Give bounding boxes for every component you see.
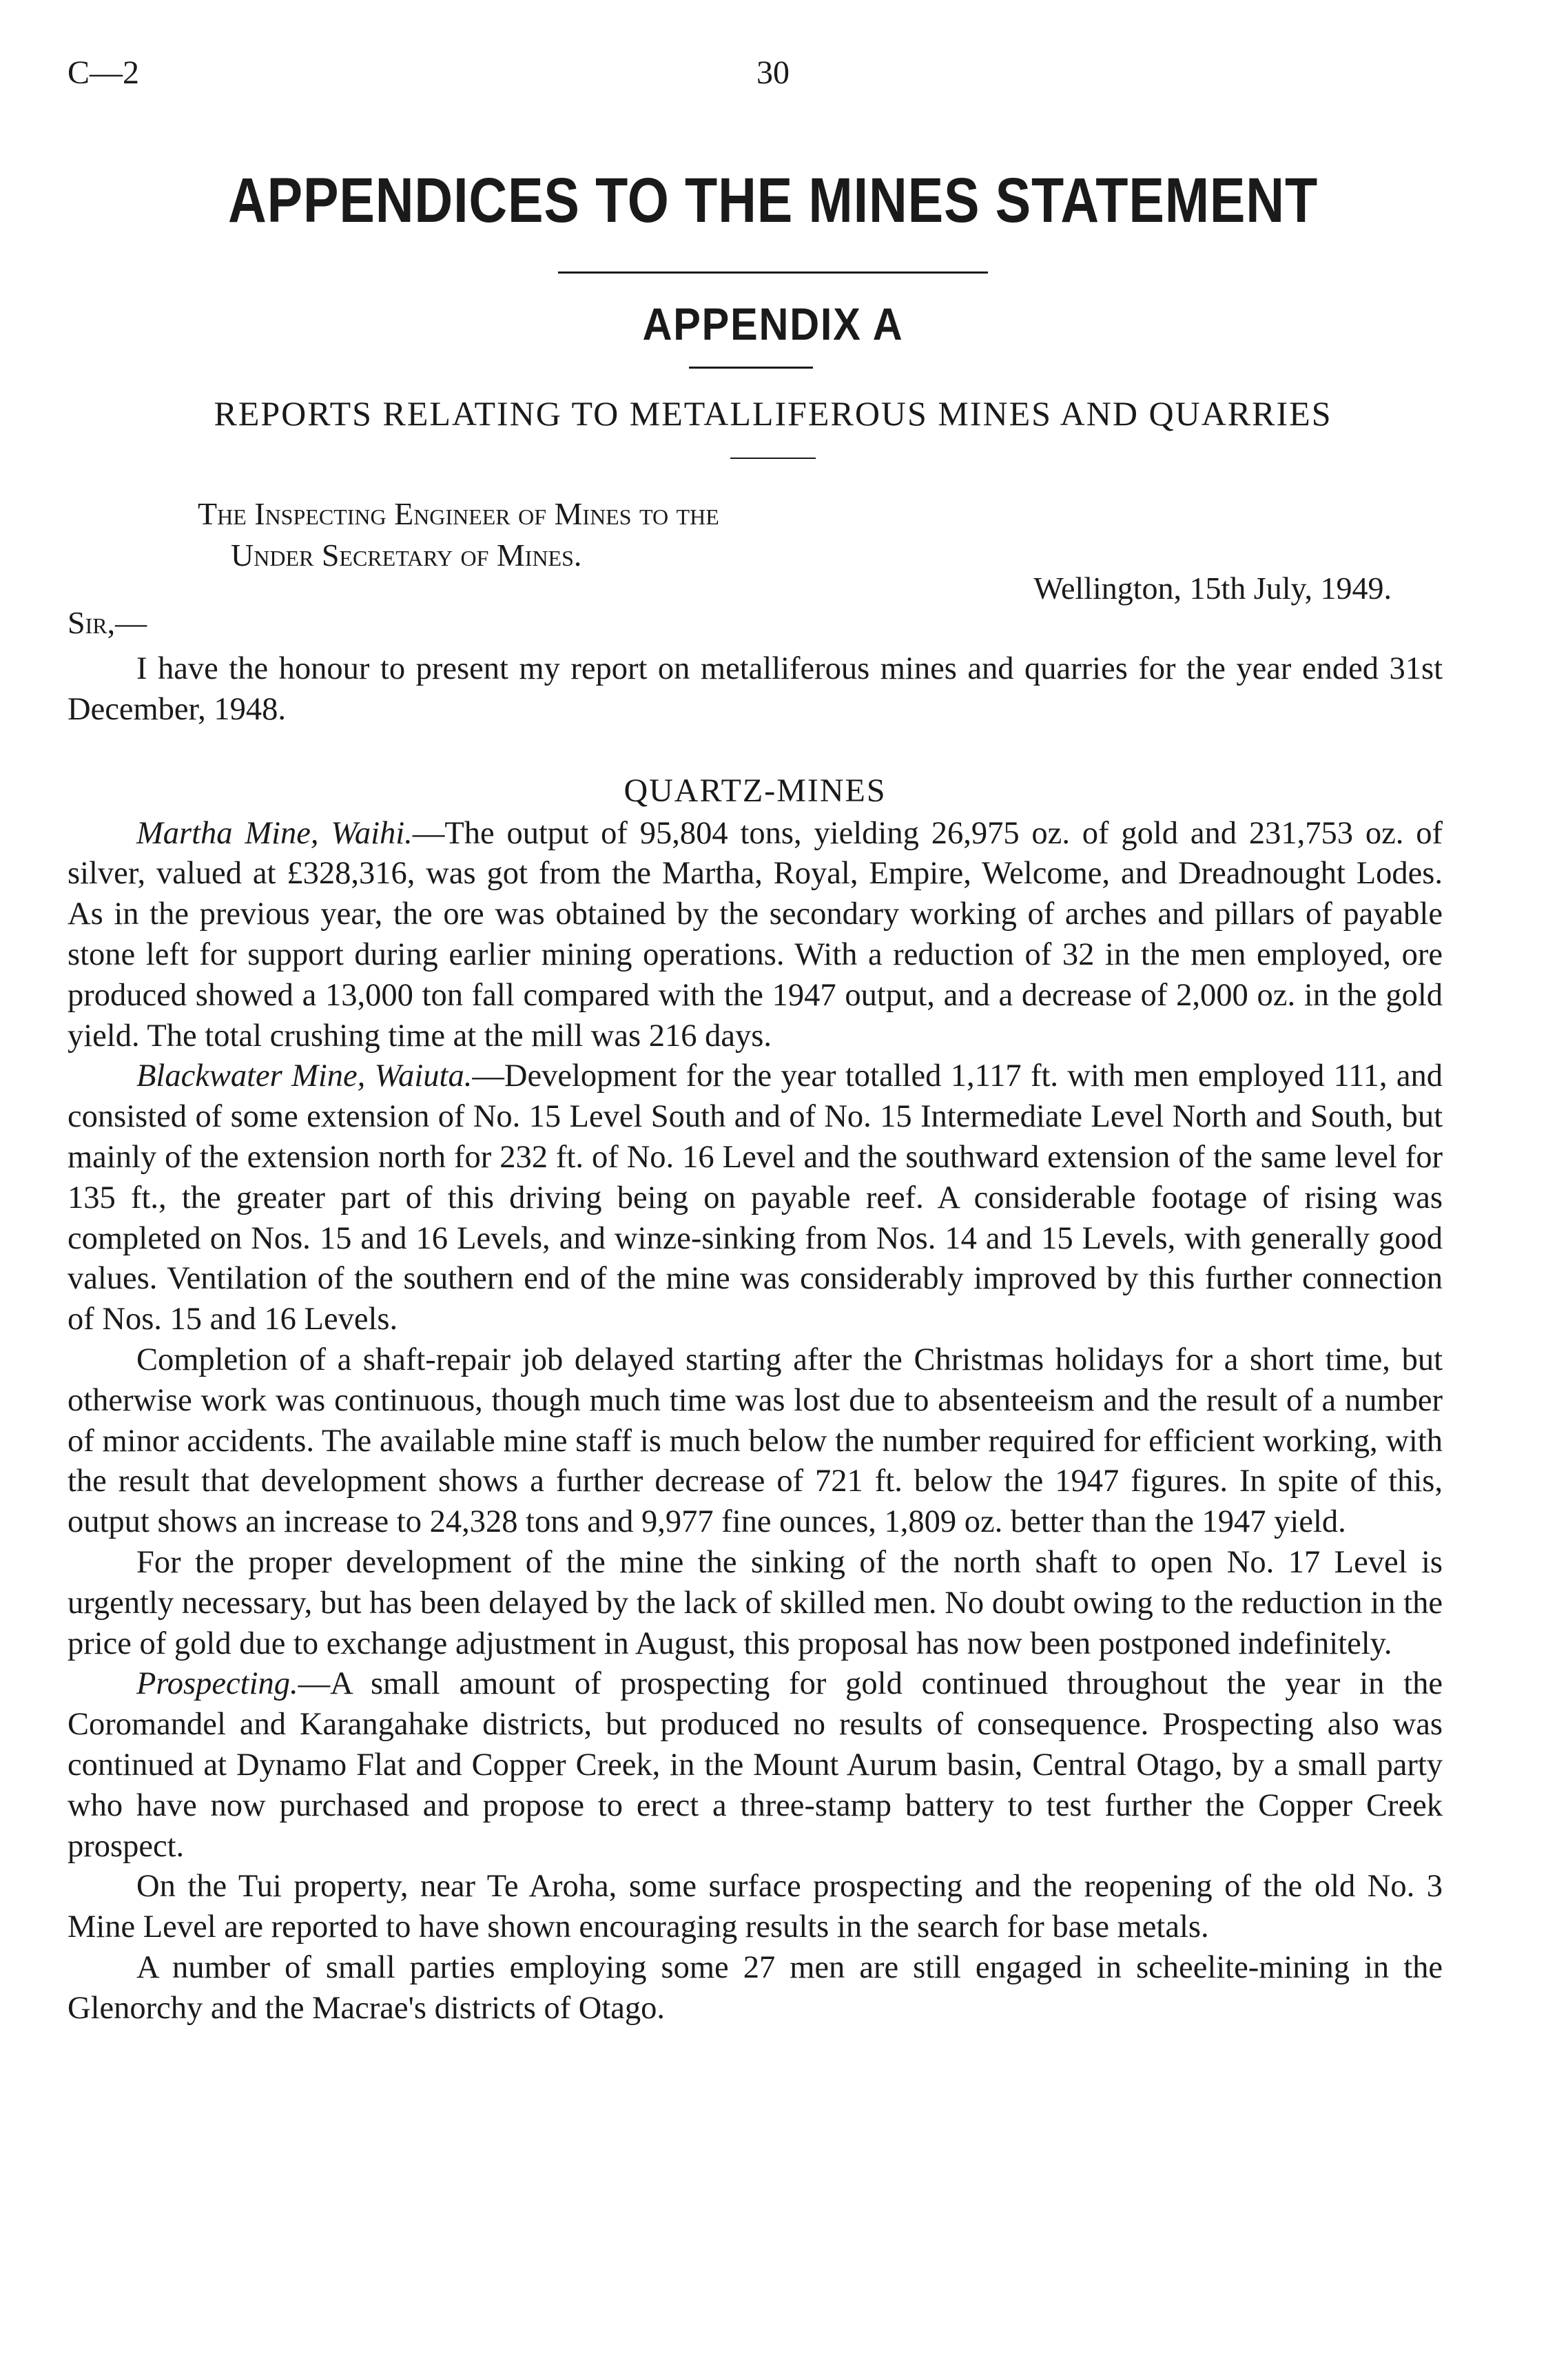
blackwater-mine-text: —Development for the year totalled 1,117 ft. with men employed 111, and consisted of some extension of No. 15 Level South and of No. 15 Intermediate Level North and South, but mainly of the extension north for 232 ft. of No. 16 Level and the southward extension of the same level for 135 ft., the greater part of this driving being on payable reef. A considerable footage of rising was completed on Nos. 15 and 16 Levels, and winze-sinking from Nos. 14 and 15 Levels, with generally good values. Ventilation of the southern end of the mine was considerably improved by this further connection of Nos. 15 and 16 Levels. [68,1058,1443,1337]
intro-paragraph: I have the honour to present my report on metalliferous mines and quarries for the year ended 31st December, 1948. [68,651,1443,727]
appendix-title: APPENDIX A [642,298,904,349]
letter-dateline: Wellington, 15th July, 1949. [1033,571,1392,606]
quartz-mines-heading: QUARTZ-MINES [623,772,887,809]
report-body [68,649,1443,2029]
martha-mine-paragraph [68,814,1443,1057]
prospecting-lead: Prospecting. [136,1666,298,1702]
page-reference: C—2 [68,54,140,91]
martha-mine-text: —The output of 95,804 tons, yielding 26,975 oz. of gold and 231,753 oz. of silver, valued at £328,316, was got from the Martha, Royal, Empire, Welcome, and Dreadnought Lodes. As in the previous year, the ore was obtained by the secondary working of arches and pillars of payable stone left for support during earlier mining operations. With a reduction of 32 in the men employed, ore produced showed a 13,000 ton fall compared with the 1947 output, and a decrease of 2,000 oz. in the gold yield. The total crushing time at the mill was 216 days. [68,815,1443,1054]
completion-paragraph: Completion of a shaft-repair job delayed starting after the Christmas holidays for a short time, but otherwise work was continuous, though much time was lost due to absenteeism and the result of a number of minor accidents. The available mine staff is much below the number required for efficient working, with the result that development shows a further decrease of 721 ft. below the 1947 figures. In spite of this, output shows an increase to 24,328 tons and 9,977 fine ounces, 1,809 oz. better than the 1947 yield. [68,1342,1443,1540]
section-divider [730,458,816,459]
blackwater-mine-paragraph [68,1056,1443,1340]
address-line-1: The Inspecting Engineer of Mines to the [198,496,719,531]
main-title: APPENDICES TO THE MINES STATEMENT [227,165,1319,236]
page-number: 30 [756,54,790,91]
prospecting-paragraph [68,1664,1443,1867]
scheelite-paragraph: A number of small parties employing some 27 men are still engaged in scheelite-mining in the Glenorchy and the Macrae's districts of Otago. [68,1949,1443,2026]
blackwater-mine-lead: Blackwater Mine, Waiuta. [136,1058,473,1094]
tui-paragraph: On the Tui property, near Te Aroha, some surface prospecting and the reopening of the old No. 3 Mine Level are reported to have shown encouraging results in the search for base metals. [68,1869,1443,1945]
address-line-2: Under Secretary of Mines. [231,537,582,573]
title-divider [558,271,988,274]
martha-mine-lead: Martha Mine, Waihi. [136,815,413,851]
development-paragraph: For the proper development of the mine the sinking of the north shaft to open No. 17 Level is urgently necessary, but has been delayed by the lack of skilled men. No doubt owing to the reduction in the price of gold due to exchange adjustment in August, this proposal has now been postponed indefinitely. [68,1544,1443,1661]
letter-salutation: Sir,— [68,605,147,640]
prospecting-text: —A small amount of prospecting for gold continued throughout the year in the Coromandel and Karangahake districts, but produced no results of consequence. Prospecting also was continued at Dynamo Flat and Copper Creek, in the Mount Aurum basin, Central Otago, by a small party who have now purchased and propose to erect a three-stamp battery to test further the Copper Creek prospect. [68,1666,1443,1864]
appendix-divider [689,367,813,369]
section-title: REPORTS RELATING TO METALLIFEROUS MINES AND QUARRIES [214,394,1332,433]
letter-address [198,493,719,576]
